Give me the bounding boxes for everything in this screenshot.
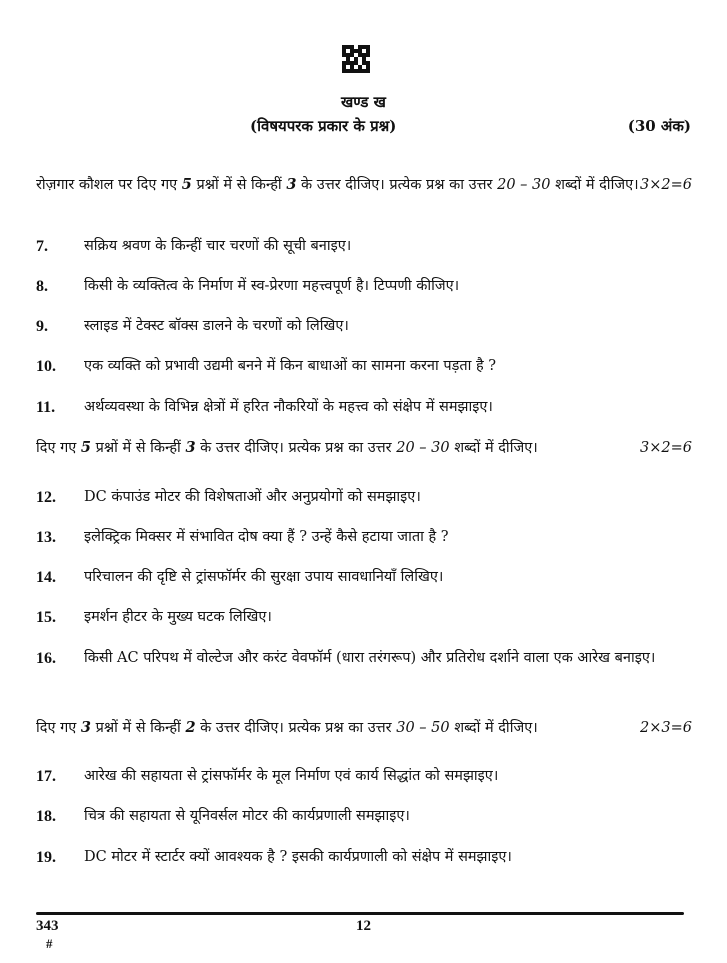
question-number: 16. — [36, 650, 56, 667]
question-item — [36, 273, 692, 300]
question-text: किसी के व्यक्तित्व के निर्माण में स्व-प्रेरणा महत्त्वपूर्ण है। टिप्पणी कीजिए। — [84, 278, 460, 294]
question-number: 11. — [36, 399, 56, 416]
paper-code: 343 — [36, 918, 59, 934]
instruction-group-1: रोज़गार कौशल पर दिए गए 5 प्रश्नों में से किन्हीं 3 के उत्तर दीजिए। प्रत्येक प्रश्न का उत्तर 20 – 30 शब्दों में दीजिए। 3×2=6 — [36, 172, 692, 198]
question-number: 8. — [36, 278, 48, 295]
instruction-group-3: दिए गए 3 प्रश्नों में से किन्हीं 2 के उत्तर दीजिए। प्रत्येक प्रश्न का उत्तर 30 – 50 शब्दों में दीजिए। 2×3=6 — [36, 715, 692, 741]
question-number: 17. — [36, 768, 56, 785]
question-item — [36, 524, 692, 551]
question-text: परिचालन की दृष्टि से ट्रांसफॉर्मर की सुरक्षा उपाय सावधानियाँ लिखिए। — [84, 569, 444, 585]
question-item — [36, 564, 692, 591]
score-group-1: 3×2=6 — [640, 177, 692, 193]
question-text: DC कंपाउंड मोटर की विशेषताओं और अनुप्रयोगों को समझाइए। — [84, 489, 421, 505]
question-text: सक्रिय श्रवण के किन्हीं चार चरणों की सूची बनाइए। — [84, 238, 352, 254]
section-subtitle: (विषयपरक प्रकार के प्रश्न) — [250, 117, 397, 135]
question-text: इलेक्ट्रिक मिक्सर में संभावित दोष क्या हैं ? उन्हें कैसे हटाया जाता है ? — [84, 529, 449, 545]
question-number: 9. — [36, 318, 48, 335]
question-number: 10. — [36, 358, 56, 375]
question-number: 15. — [36, 609, 56, 626]
question-number: 13. — [36, 529, 56, 546]
question-text: इमर्शन हीटर के मुख्य घटक लिखिए। — [84, 609, 272, 625]
question-text: स्लाइड में टेक्स्ट बॉक्स डालने के चरणों को लिखिए। — [84, 318, 349, 334]
question-text: एक व्यक्ति को प्रभावी उद्यमी बनने में किन बाधाओं का सामना करना पड़ता है ? — [84, 358, 497, 374]
question-item — [36, 353, 692, 380]
hash-mark: # — [46, 936, 53, 951]
footer-rule — [36, 912, 684, 915]
qr-code-icon — [342, 45, 370, 73]
question-item — [36, 604, 692, 631]
question-item — [36, 763, 692, 790]
question-text: किसी AC परिपथ में वोल्टेज और करंट वेवफॉर्म (धारा तरंगरूप) और प्रतिरोध दर्शाने वाला एक आरेख बनाइए। — [84, 650, 656, 666]
question-text: DC मोटर में स्टार्टर क्यों आवश्यक है ? इसकी कार्यप्रणाली को संक्षेप में समझाइए। — [84, 849, 512, 865]
question-text: चित्र की सहायता से यूनिवर्सल मोटर की कार्यप्रणाली समझाइए। — [84, 808, 410, 824]
score-group-2: 3×2=6 — [640, 440, 692, 456]
question-text: आरेख की सहायता से ट्रांसफॉर्मर के मूल निर्माण एवं कार्य सिद्धांत को समझाइए। — [84, 768, 499, 784]
question-item — [36, 844, 692, 871]
question-number: 14. — [36, 569, 56, 586]
question-item — [36, 313, 692, 340]
instruction-group-2: दिए गए 5 प्रश्नों में से किन्हीं 3 के उत्तर दीजिए। प्रत्येक प्रश्न का उत्तर 20 – 30 शब्दों में दीजिए। 3×2=6 — [36, 435, 692, 461]
question-item — [36, 484, 692, 511]
question-number: 19. — [36, 849, 56, 866]
question-item — [36, 803, 692, 830]
section-marks: (30 अंक) — [627, 117, 691, 135]
question-number: 7. — [36, 238, 48, 255]
page-number: 12 — [356, 918, 371, 934]
question-number: 12. — [36, 489, 56, 506]
question-text: अर्थव्यवस्था के विभिन्न क्षेत्रों में हरित नौकरियों के महत्त्व को संक्षेप में समझाइए। — [84, 399, 493, 415]
question-item — [36, 645, 692, 672]
question-item — [36, 233, 692, 260]
score-group-3: 2×3=6 — [640, 720, 692, 736]
section-title: खण्ड ख — [341, 93, 386, 111]
question-number: 18. — [36, 808, 56, 825]
question-item — [36, 394, 692, 421]
